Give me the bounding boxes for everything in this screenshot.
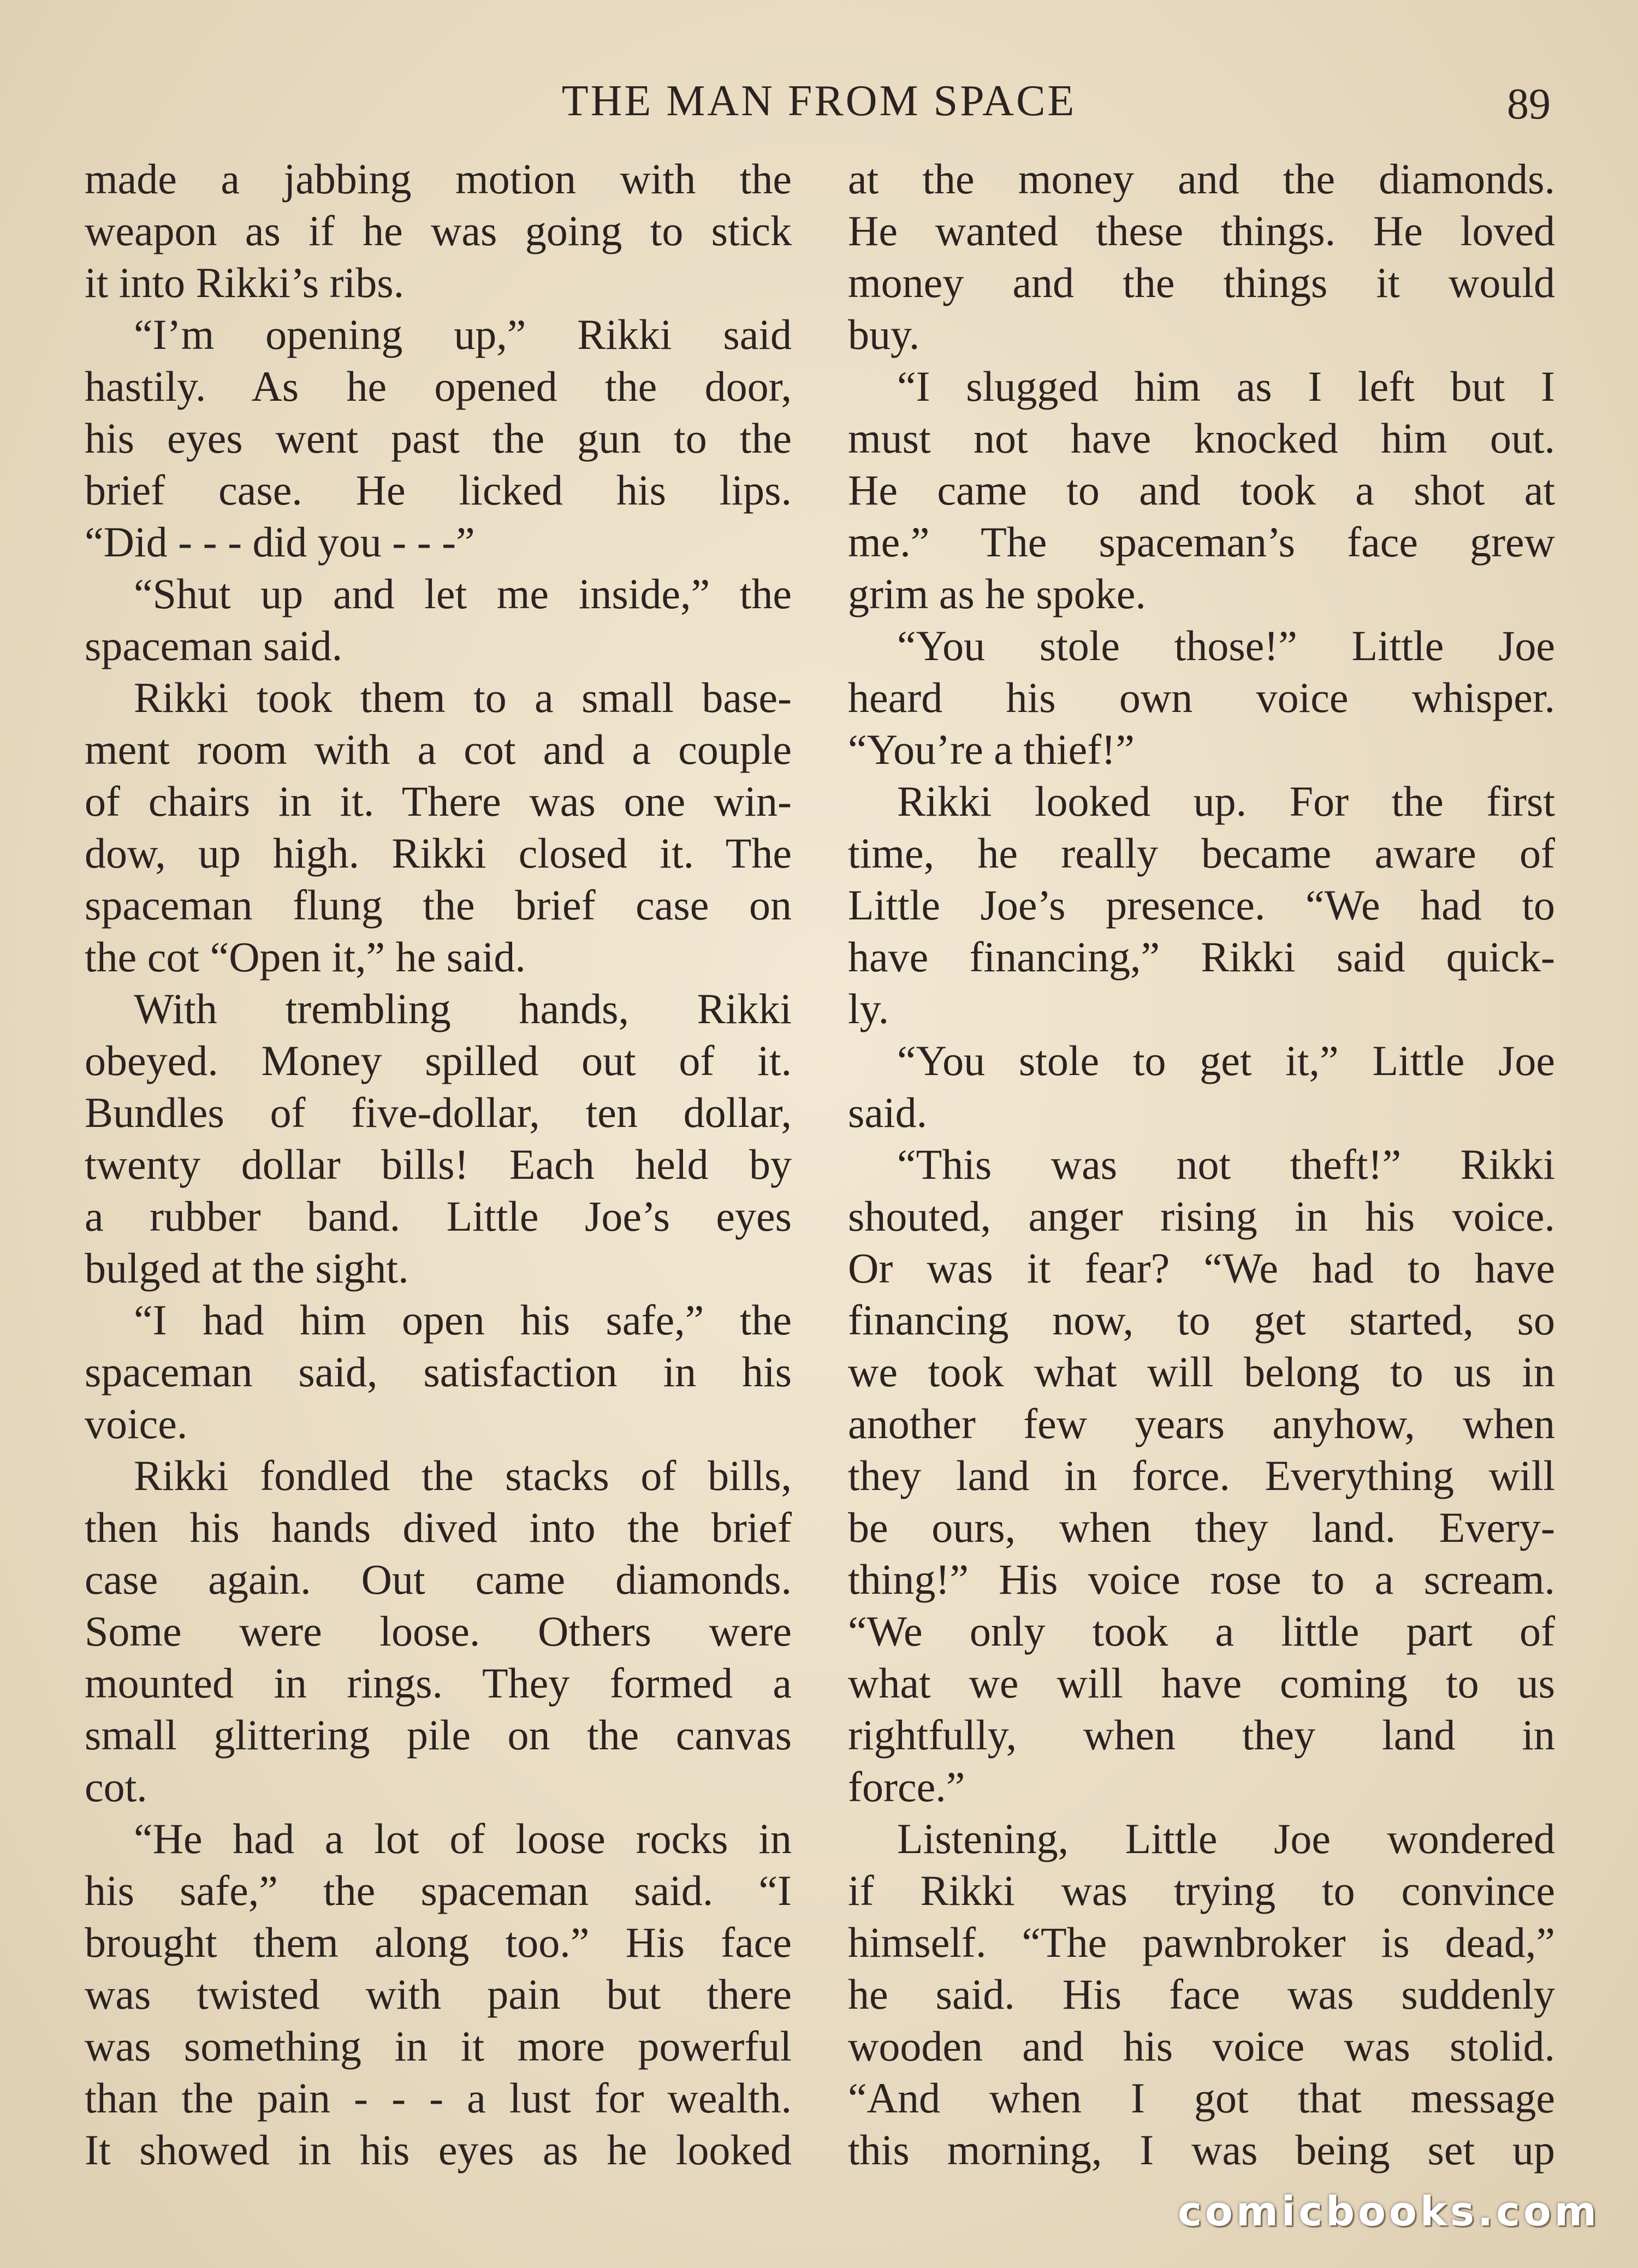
text-line: voice.: [85, 1400, 188, 1447]
text-line: have financing,” Rikki said quick-: [848, 933, 1555, 981]
text-line: time, he really became aware of: [848, 829, 1555, 877]
text-line: He wanted these things. He loved: [848, 207, 1555, 254]
text-line: said.: [848, 1089, 928, 1136]
text-line: this morning, I was being set up: [848, 2126, 1555, 2174]
text-line: obeyed. Money spilled out of it.: [85, 1037, 792, 1084]
page-number: 89: [1507, 80, 1551, 128]
text-line: what we will have coming to us: [848, 1659, 1555, 1707]
text-line: money and the things it would: [848, 259, 1555, 306]
text-line: shouted, anger rising in his voice.: [848, 1192, 1555, 1240]
text-line: “You’re a thief!”: [848, 726, 1135, 773]
text-line: twenty dollar bills! Each held by: [85, 1141, 792, 1188]
text-line: buy.: [848, 311, 920, 358]
text-line: “You stole those!” Little Joe: [897, 622, 1555, 669]
text-line: was something in it more powerful: [85, 2022, 792, 2070]
text-line: we took what will belong to us in: [848, 1348, 1555, 1396]
text-line: small glittering pile on the canvas: [85, 1711, 792, 1759]
text-line: dow, up high. Rikki closed it. The: [85, 829, 792, 877]
text-line: “I’m opening up,” Rikki said: [134, 311, 792, 358]
watermark: comicbooks.com: [1178, 2188, 1600, 2235]
text-line: be ours, when they land. Every-: [848, 1504, 1555, 1551]
text-line: thing!” His voice rose to a scream.: [848, 1555, 1555, 1603]
text-line: financing now, to get started, so: [848, 1296, 1555, 1344]
text-line: wooden and his voice was stolid.: [848, 2022, 1555, 2070]
text-line: than the pain - - - a lust for wealth.: [85, 2074, 792, 2122]
text-line: “Shut up and let me inside,” the: [134, 570, 792, 618]
text-line: brought them along too.” His face: [85, 1919, 792, 1966]
text-line: of chairs in it. There was one win-: [85, 777, 792, 825]
text-line: hastily. As he opened the door,: [85, 363, 792, 410]
text-line: made a jabbing motion with the: [85, 155, 792, 203]
text-column-left: [85, 153, 792, 2176]
text-line: With trembling hands, Rikki: [134, 985, 792, 1032]
text-line: spaceman said.: [85, 622, 343, 669]
text-line: Listening, Little Joe wondered: [897, 1815, 1555, 1862]
text-line: ment room with a cot and a couple: [85, 726, 792, 773]
text-line: the cot “Open it,” he said.: [85, 933, 526, 981]
text-line: mounted in rings. They formed a: [85, 1659, 792, 1707]
text-line: he said. His face was suddenly: [848, 1970, 1555, 2018]
text-line: it into Rikki’s ribs.: [85, 259, 405, 306]
text-line: Rikki looked up. For the first: [897, 777, 1555, 825]
text-line: force.”: [848, 1763, 965, 1810]
text-line: Rikki took them to a small base-: [134, 674, 792, 721]
text-line: Little Joe’s presence. “We had to: [848, 881, 1555, 929]
text-line: heard his own voice whisper.: [848, 674, 1555, 721]
text-line: It showed in his eyes as he looked: [85, 2126, 792, 2174]
text-line: at the money and the diamonds.: [848, 155, 1555, 203]
text-line: “I slugged him as I left but I: [897, 363, 1555, 410]
text-line: if Rikki was trying to convince: [848, 1867, 1555, 1914]
text-line: bulged at the sight.: [85, 1244, 409, 1292]
text-line: a rubber band. Little Joe’s eyes: [85, 1192, 792, 1240]
text-column-right: [848, 153, 1555, 2176]
text-line: “This was not theft!” Rikki: [897, 1141, 1555, 1188]
text-line: me.” The spaceman’s face grew: [848, 518, 1555, 566]
text-line: ly.: [848, 985, 889, 1032]
text-line: “He had a lot of loose rocks in: [134, 1815, 792, 1862]
text-line: was twisted with pain but there: [85, 1970, 792, 2018]
text-line: brief case. He licked his lips.: [85, 466, 792, 514]
text-line: his eyes went past the gun to the: [85, 414, 792, 462]
text-line: himself. “The pawnbroker is dead,”: [848, 1919, 1555, 1966]
text-line: grim as he spoke.: [848, 570, 1146, 618]
text-line: another few years anyhow, when: [848, 1400, 1555, 1447]
text-line: “And when I got that message: [848, 2074, 1555, 2122]
text-line: case again. Out came diamonds.: [85, 1555, 792, 1603]
running-header: [0, 76, 1638, 131]
text-line: spaceman flung the brief case on: [85, 881, 792, 929]
text-line: spaceman said, satisfaction in his: [85, 1348, 792, 1396]
text-line: must not have knocked him out.: [848, 414, 1555, 462]
text-line: weapon as if he was going to stick: [85, 207, 792, 254]
text-line: “Did - - - did you - - -”: [85, 518, 475, 566]
text-line: Some were loose. Others were: [85, 1607, 792, 1655]
text-line: Or was it fear? “We had to have: [848, 1244, 1555, 1292]
text-line: “You stole to get it,” Little Joe: [897, 1037, 1555, 1084]
text-line: Rikki fondled the stacks of bills,: [134, 1452, 792, 1499]
text-line: they land in force. Everything will: [848, 1452, 1555, 1499]
text-line: “I had him open his safe,” the: [134, 1296, 792, 1344]
page-title: THE MAN FROM SPACE: [561, 77, 1077, 125]
text-line: then his hands dived into the brief: [85, 1504, 792, 1551]
text-line: He came to and took a shot at: [848, 466, 1555, 514]
text-line: cot.: [85, 1763, 147, 1810]
text-line: his safe,” the spaceman said. “I: [85, 1867, 792, 1914]
text-line: Bundles of five-dollar, ten dollar,: [85, 1089, 792, 1136]
text-line: rightfully, when they land in: [848, 1711, 1555, 1759]
text-line: “We only took a little part of: [848, 1607, 1555, 1655]
